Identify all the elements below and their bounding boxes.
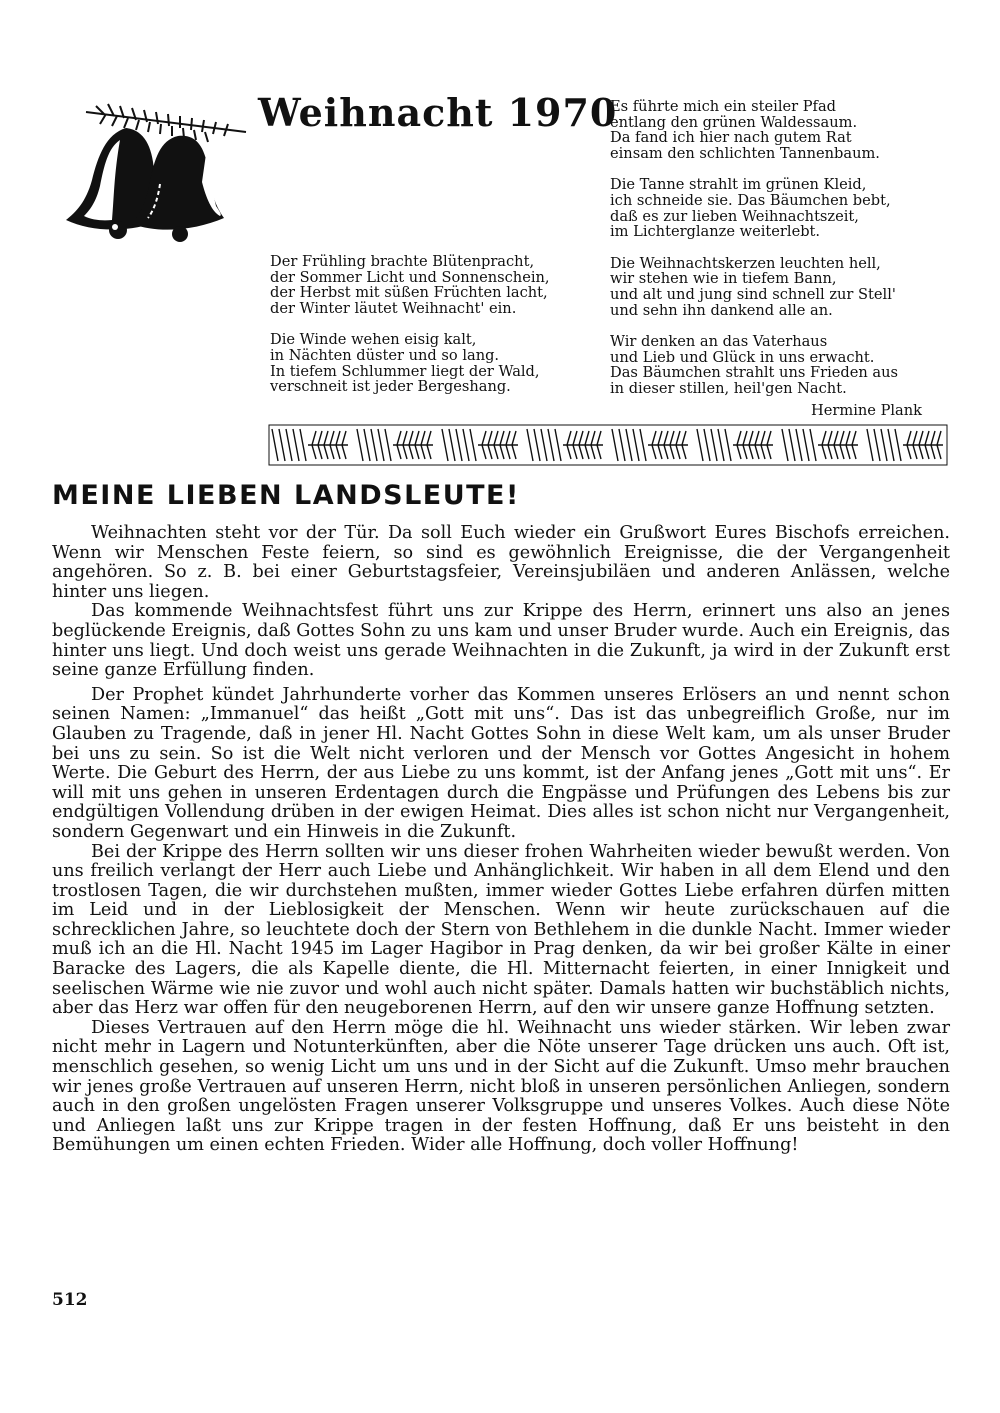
poem-line: Die Weihnachtskerzen leuchten hell,	[610, 254, 881, 272]
poem-line: verschneit ist jeder Bergeshang.	[270, 378, 511, 396]
poem-line: und alt und jung sind schnell zur Stell'	[610, 285, 896, 303]
article-paragraph: Dieses Vertrauen auf den Herrn möge die hl. Weihnacht uns wieder stärken. Wir leben zwar nicht mehr in Lagern und Notunterkünften, aber die Nöte unserer Tage drücken uns auch. Oft ist, menschlich gesehen, so wenig Licht um uns und in der Sicht auf die Zukunft. Umso mehr brauchen wir jenes große Vertrauen auf unseren Herrn, nicht bloß in unseren persönlichen Anliegen, sondern auch in den großen ungelösten Fragen unserer Volksgruppe und unseres Volkes. Auch diese Nöte und Anliegen laßt uns zur Krippe tragen in der festen Hoffnung, daß Er uns beisteht in den Bemühungen um einen echten Frieden. Wider alle Hoffnung, doch voller Hoffnung!	[52, 1017, 950, 1156]
article-body	[52, 524, 950, 1156]
poem-stanza	[610, 334, 922, 396]
poem-line: und Lieb und Glück in uns erwacht.	[610, 348, 875, 366]
poem-stanza	[610, 177, 922, 239]
poem-stanza	[270, 254, 550, 316]
poem-line: im Lichterglanze weiterlebt.	[610, 223, 821, 241]
poem-line: Es führte mich ein steiler Pfad	[610, 98, 836, 115]
poem-stanza	[270, 332, 550, 394]
article-heading: MEINE LIEBEN LANDSLEUTE!	[52, 480, 520, 511]
article-paragraph: Der Prophet kündet Jahrhunderte vorher das Kommen unseres Erlösers an und nennt schon seinen Namen: „Immanuel“ das heißt „Gott mit uns“. Das ist das unbegreiflich Große, nur im Glauben zu Tragende, daß in jener Hl. Nacht Gottes Sohn in diese Welt kam, um als unser Bruder bei uns zu sein. So ist die Welt nicht verloren und der Mensch vor Gottes Angesicht in hohem Werte. Die Geburt des Herrn, der aus Liebe zu uns kommt, ist der Anfang jenes „Gott mit uns“. Er will mit uns gehen in unseren Erdentagen durch die Engpässe und Prüfungen des Lebens bis zur endgültigen Vollendung drüben in der ewigen Heimat. Dies alles ist schon nicht nur Vergangenheit, sondern Gegenwart und ein Hinweis in die Zukunft.	[52, 684, 950, 842]
poem-line: ich schneide sie. Das Bäumchen bebt,	[610, 191, 891, 209]
poem-line: Wir denken an das Vaterhaus	[610, 333, 828, 351]
christmas-bells-illustration	[56, 94, 252, 262]
poem-author: Hermine Plank	[811, 401, 922, 419]
poem-line: der Sommer Licht und Sonnenschein,	[270, 268, 550, 286]
article-paragraph: Das kommende Weihnachtsfest führt uns zur Krippe des Herrn, erinnert uns also an jenes beglückende Ereignis, daß Gottes Sohn zu uns kam und unser Bruder wurde. Auch ein Ereignis, das hinter uns liegt. Und doch weist uns gerade Weihnachten in die Zukunft, ja wird in der Zukunft erst seine ganze Erfüllung finden.	[52, 601, 950, 681]
poem-line: Der Frühling brachte Blütenpracht,	[270, 253, 535, 270]
poem-right-column	[610, 99, 922, 419]
poem-stanza	[610, 256, 922, 318]
article-paragraph: Weihnachten steht vor der Tür. Da soll Euch wieder ein Grußwort Eures Bischofs erreichen. Wenn wir Menschen Feste feiern, so sind es gewöhnlich Ereignisse, die der Vergangenheit angehören. So z. B. bei einer Geburtstagsfeier, Vereinsjubiläen und anderen Anlässen, welche hinter uns liegen.	[52, 523, 950, 602]
poem-line: Da fand ich hier nach gutem Rat	[610, 129, 852, 147]
article-paragraph: Bei der Krippe des Herrn sollten wir uns dieser frohen Wahrheiten wieder bewußt werden. Von uns freilich verlangt der Herr auch Liebe und Anhänglichkeit. Wir haben in all dem Elend und den trostlosen Tagen, die wir durchstehen mußten, immer wieder Gottes Liebe erfahren dürfen mitten im Leid und in der Lieblosigkeit der Menschen. Wenn wir heute zurückschauen auf die schrecklichen Jahre, so leuchtete doch der Stern von Bethlehem in die dunkle Nacht. Immer wieder muß ich an die Hl. Nacht 1945 im Lager Hagibor in Prag denken, da wir bei großer Kälte in einer Baracke des Lagers, die als Kapelle diente, die Hl. Mitternacht feierten, in einer Innigkeit und seelischen Wärme wie nie zuvor und wohl auch nicht später. Damals hatten wir buchstäblich nichts, aber das Herz war offen für den neugeborenen Herrn, auf den wir unsere ganze Hoffnung setzten.	[52, 841, 950, 1019]
page-number: 512	[52, 1290, 88, 1310]
poem-line: In tiefem Schlummer liegt der Wald,	[270, 362, 540, 380]
poem-line: Das Bäumchen strahlt uns Frieden aus	[610, 364, 898, 382]
poem-line: Die Winde wehen eisig kalt,	[270, 331, 477, 349]
poem-line: einsam den schlichten Tannenbaum.	[610, 144, 880, 162]
poem-line: Die Tanne strahlt im grünen Kleid,	[610, 176, 867, 194]
poem-line: in dieser stillen, heil'gen Nacht.	[610, 379, 847, 397]
poem-title: Weihnacht 1970	[258, 90, 618, 135]
poem-line: wir stehen wie in tiefem Bann,	[610, 270, 837, 288]
fir-branch-icon	[86, 104, 246, 142]
poem-line: in Nächten düster und so lang.	[270, 346, 500, 364]
poem-line: entlang den grünen Waldessaum.	[610, 113, 858, 131]
poem-stanza	[610, 99, 922, 161]
poem-left-column	[270, 254, 550, 411]
poem-line: daß es zur lieben Weihnachtszeit,	[610, 207, 859, 225]
poem-line: und sehn ihn dankend alle an.	[610, 301, 833, 319]
poem-line: der Herbst mit süßen Früchten lacht,	[270, 284, 548, 302]
poem-line: der Winter läutet Weihnacht' ein.	[270, 299, 517, 317]
ornament-border	[268, 423, 948, 467]
